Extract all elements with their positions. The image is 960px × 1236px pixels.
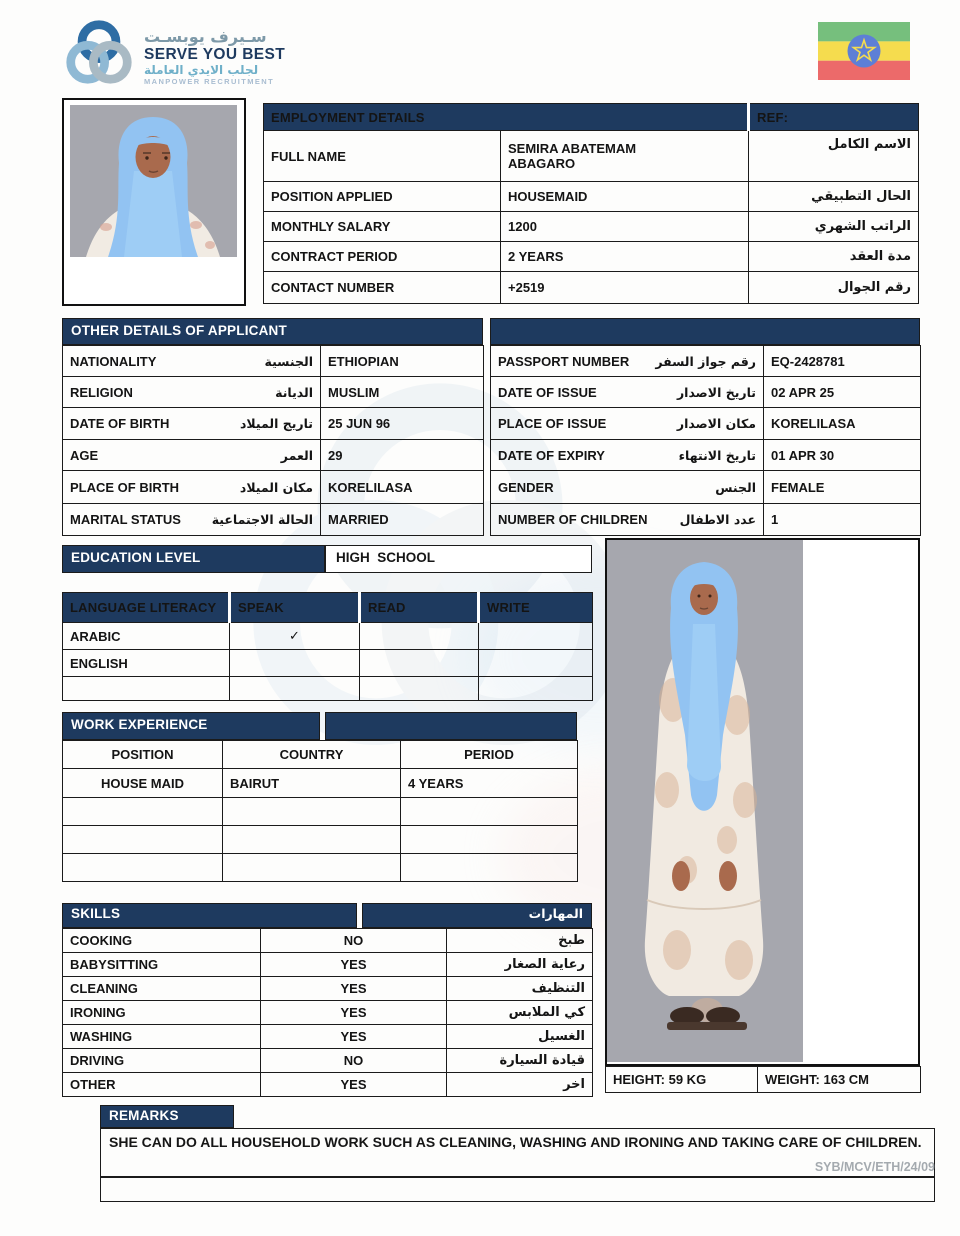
detail-label: NATIONALITY الجنسية [63,346,321,377]
employment-row-arabic: رقم الجوال [749,272,919,304]
full-body-image [607,540,917,1062]
work-period: 4 YEARS [401,769,578,798]
work-country [223,798,401,826]
work-country: BAIRUT [223,769,401,798]
company-logo [62,12,312,102]
other-details-header-right [490,318,920,345]
detail-value: EQ-2428781 [764,346,921,377]
read-cell [360,623,479,650]
remarks-title: REMARKS [100,1105,234,1128]
work-period [401,854,578,882]
detail-value: MARRIED [321,504,484,536]
portrait-image [70,105,237,257]
employment-row-value: 1200 [501,212,749,242]
skills-arabic-title: المهارات [362,903,592,928]
skill-arabic: كي الملابس [447,1001,593,1025]
detail-label: PASSPORT NUMBER رقم جواز السفر [491,346,764,377]
work-experience-header-right [325,712,577,740]
education-level-label: EDUCATION LEVEL [62,545,325,573]
skill-name: CLEANING [63,977,261,1001]
skill-name: OTHER [63,1073,261,1097]
work-country [223,826,401,854]
employment-row-arabic: الحال التطبيقي [749,182,919,212]
language-col-header: LANGUAGE LITERACY [63,593,230,623]
skill-value: YES [261,1001,447,1025]
detail-value: MUSLIM [321,377,484,408]
logo-knot-icon [62,16,136,90]
language-literacy-table [62,592,593,701]
position-col-header: POSITION [63,741,223,769]
speak-cell [230,677,360,701]
skill-name: COOKING [63,929,261,953]
write-cell [479,650,593,677]
employment-row-arabic: الراتب الشهري [749,212,919,242]
speak-checkmark: ✓ [230,623,360,650]
detail-label: AGE العمر [63,440,321,471]
employment-row-value: SEMIRA ABATEMAM ABAGARO [501,131,749,182]
height-cell: HEIGHT: 59 KG [606,1067,758,1093]
employment-row-arabic: الاسم الكامل [749,131,919,182]
detail-value: 01 APR 30 [764,440,921,471]
employment-row-arabic: مدة العقد [749,242,919,272]
other-details-right-table [490,345,921,536]
work-experience-header-bar [62,712,577,740]
read-cell [360,677,479,701]
period-col-header: PERIOD [401,741,578,769]
skill-name: IRONING [63,1001,261,1025]
detail-label: PLACE OF ISSUE مكان الاصدار [491,408,764,440]
document-ref-code: SYB/MCV/ETH/24/09 [814,1160,935,1174]
language-name: ARABIC [63,623,230,650]
skill-name: DRIVING [63,1049,261,1073]
detail-label: MARITAL STATUS الحالة الاجتماعية [63,504,321,536]
skills-table [62,928,593,1097]
skill-value: YES [261,953,447,977]
other-details-title: OTHER DETAILS OF APPLICANT [62,318,483,345]
remarks-empty-row [100,1176,935,1202]
skills-header-bar [62,903,592,928]
logo-arabic-subtitle: لجلب الايدي العاملة [144,62,259,77]
detail-label: PLACE OF BIRTH مكان الميلاد [63,471,321,504]
detail-value: KORELILASA [321,471,484,504]
weight-cell: WEIGHT: 163 CM [758,1067,921,1093]
write-cell [479,677,593,701]
skill-value: YES [261,1025,447,1049]
logo-subtitle: MANPOWER RECRUITMENT [144,76,275,86]
language-name [63,677,230,701]
work-position [63,854,223,882]
other-details-left-table [62,345,484,536]
applicant-portrait-photo [62,98,246,306]
work-period [401,826,578,854]
work-position: HOUSE MAID [63,769,223,798]
detail-value: 02 APR 25 [764,377,921,408]
write-col-header: WRITE [479,593,593,623]
employment-row-label: CONTACT NUMBER [264,272,501,304]
write-cell [479,623,593,650]
employment-row-label: CONTRACT PERIOD [264,242,501,272]
detail-value: ETHIOPIAN [321,346,484,377]
work-country [223,854,401,882]
employment-row-label: MONTHLY SALARY [264,212,501,242]
work-period [401,798,578,826]
skill-arabic: طبخ [447,929,593,953]
work-position [63,826,223,854]
detail-value: KORELILASA [764,408,921,440]
remarks-text: SHE CAN DO ALL HOUSEHOLD WORK SUCH AS CLEANING, WASHING AND IRONING AND TAKING CARE OF CHILDREN. [100,1128,935,1178]
employment-row-value: +2519 [501,272,749,304]
detail-value: 29 [321,440,484,471]
detail-value: 1 [764,504,921,536]
skill-value: NO [261,1049,447,1073]
speak-col-header: SPEAK [230,593,360,623]
language-name: ENGLISH [63,650,230,677]
skill-arabic: الغسيل [447,1025,593,1049]
work-experience-table [62,740,578,882]
detail-label: NUMBER OF CHILDREN عدد الاطفال [491,504,764,536]
detail-label: RELIGION الديانة [63,377,321,408]
speak-cell [230,650,360,677]
ref-label: REF: [749,104,919,131]
detail-label: DATE OF ISSUE تاريخ الاصدار [491,377,764,408]
height-weight-row [605,1066,921,1093]
detail-label: DATE OF EXPIRY تاريخ الانتهاء [491,440,764,471]
applicant-full-photo [605,538,920,1066]
education-level-value: HIGH SCHOOL [325,545,592,573]
education-level-row [62,545,592,573]
detail-value: FEMALE [764,471,921,504]
country-col-header: COUNTRY [223,741,401,769]
skill-value: YES [261,977,447,1001]
read-col-header: READ [360,593,479,623]
skill-arabic: رعاية الصغار [447,953,593,977]
skills-title: SKILLS [62,903,357,928]
detail-value: 25 JUN 96 [321,408,484,440]
work-experience-title: WORK EXPERIENCE [62,712,320,740]
other-details-header-bar [62,318,920,345]
employment-row-label: FULL NAME [264,131,501,182]
detail-label: DATE OF BIRTH تاريج الميلاد [63,408,321,440]
detail-label: GENDER الجنس [491,471,764,504]
skill-value: YES [261,1073,447,1097]
employment-row-value: HOUSEMAID [501,182,749,212]
employment-row-label: POSITION APPLIED [264,182,501,212]
skill-arabic: قيادة السيارة [447,1049,593,1073]
skill-arabic: التنظيف [447,977,593,1001]
skill-name: WASHING [63,1025,261,1049]
employment-details-header: EMPLOYMENT DETAILS [264,104,749,131]
logo-arabic-title: سـيرف يوبسـت [144,26,267,46]
work-position [63,798,223,826]
skill-value: NO [261,929,447,953]
skill-arabic: اخر [447,1073,593,1097]
employment-details-table [263,103,919,304]
skill-name: BABYSITTING [63,953,261,977]
ethiopia-flag-icon [818,22,910,80]
read-cell [360,650,479,677]
employment-row-value: 2 YEARS [501,242,749,272]
logo-title: SERVE YOU BEST [144,46,286,64]
